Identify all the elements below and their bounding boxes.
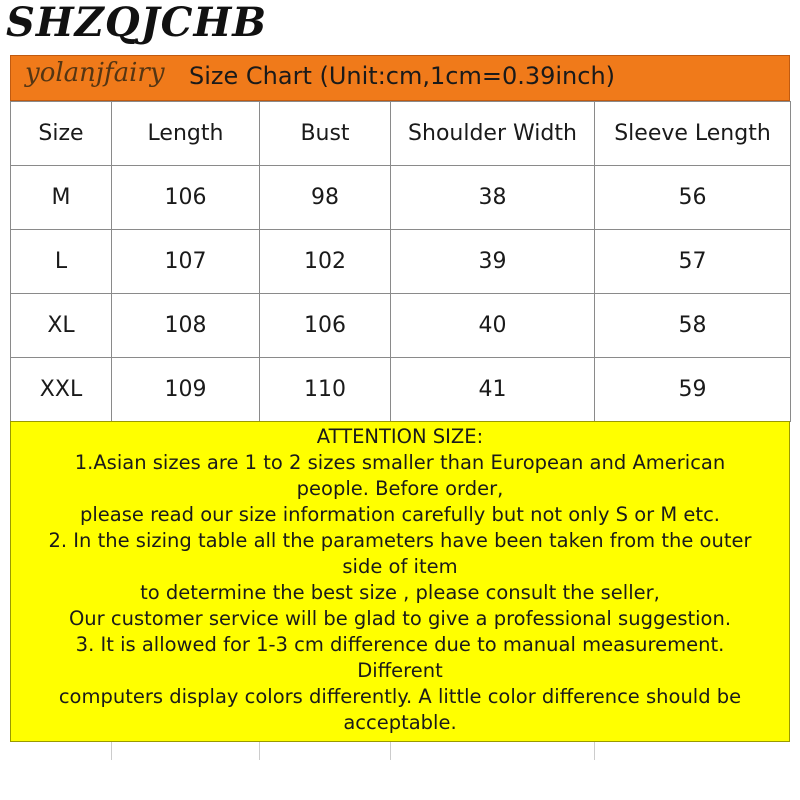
divider (390, 742, 391, 760)
table-cell: 41 (391, 358, 595, 422)
table-cell: 107 (112, 230, 260, 294)
divider (259, 742, 260, 760)
size-chart-title: Size Chart (Unit:cm,1cm=0.39inch) (189, 62, 616, 90)
notes-line: to determine the best size , please consult the seller, (140, 581, 660, 604)
table-cell: 57 (595, 230, 791, 294)
table-cell: 109 (112, 358, 260, 422)
table-cell: 59 (595, 358, 791, 422)
table-cell: 40 (391, 294, 595, 358)
notes-line: 3. It is allowed for 1-3 cm difference due to manual measurement. (75, 633, 725, 656)
table-cell: XL (11, 294, 112, 358)
notes-line: 1.Asian sizes are 1 to 2 sizes smaller than European and American (74, 451, 726, 474)
table-cell: XXL (11, 358, 112, 422)
divider (594, 742, 595, 760)
attention-notes (10, 421, 790, 742)
table-cell: 108 (112, 294, 260, 358)
header-cell-length: Length (112, 102, 260, 166)
table-cell: M (11, 166, 112, 230)
header-cell-bust: Bust (260, 102, 391, 166)
table-cell: 98 (260, 166, 391, 230)
table-cell: 106 (112, 166, 260, 230)
notes-line: 2. In the sizing table all the parameters have been taken from the outer (48, 529, 752, 552)
table-cell: L (11, 230, 112, 294)
table-row (11, 294, 791, 358)
notes-heading: ATTENTION SIZE: (316, 425, 484, 448)
size-table (10, 101, 791, 422)
table-cell: 39 (391, 230, 595, 294)
header-cell-sleeve-length: Sleeve Length (595, 102, 791, 166)
table-cell: 106 (260, 294, 391, 358)
notes-line: Different (357, 659, 443, 682)
table-cell: 110 (260, 358, 391, 422)
table-row (11, 358, 791, 422)
table-cell: 56 (595, 166, 791, 230)
notes-line: computers display colors differently. A little color difference should be (58, 685, 742, 708)
notes-line: acceptable. (343, 711, 457, 734)
header-cell-shoulder-width: Shoulder Width (391, 102, 595, 166)
table-row (11, 166, 791, 230)
brand-logo: SHZQJCHB (6, 0, 268, 46)
table-header-row (11, 102, 791, 166)
notes-line: please read our size information carefully but not only S or M etc. (80, 503, 720, 526)
table-cell: 38 (391, 166, 595, 230)
header-cell-size: Size (11, 102, 112, 166)
size-chart-title-bar (10, 55, 790, 101)
table-cell: 102 (260, 230, 391, 294)
notes-line: side of item (342, 555, 458, 578)
table-row (11, 230, 791, 294)
divider (111, 742, 112, 760)
notes-line: people. Before order, (296, 477, 504, 500)
table-cell: 58 (595, 294, 791, 358)
notes-line: Our customer service will be glad to give a professional suggestion. (68, 607, 732, 630)
watermark: yolanjfairy (25, 58, 165, 88)
